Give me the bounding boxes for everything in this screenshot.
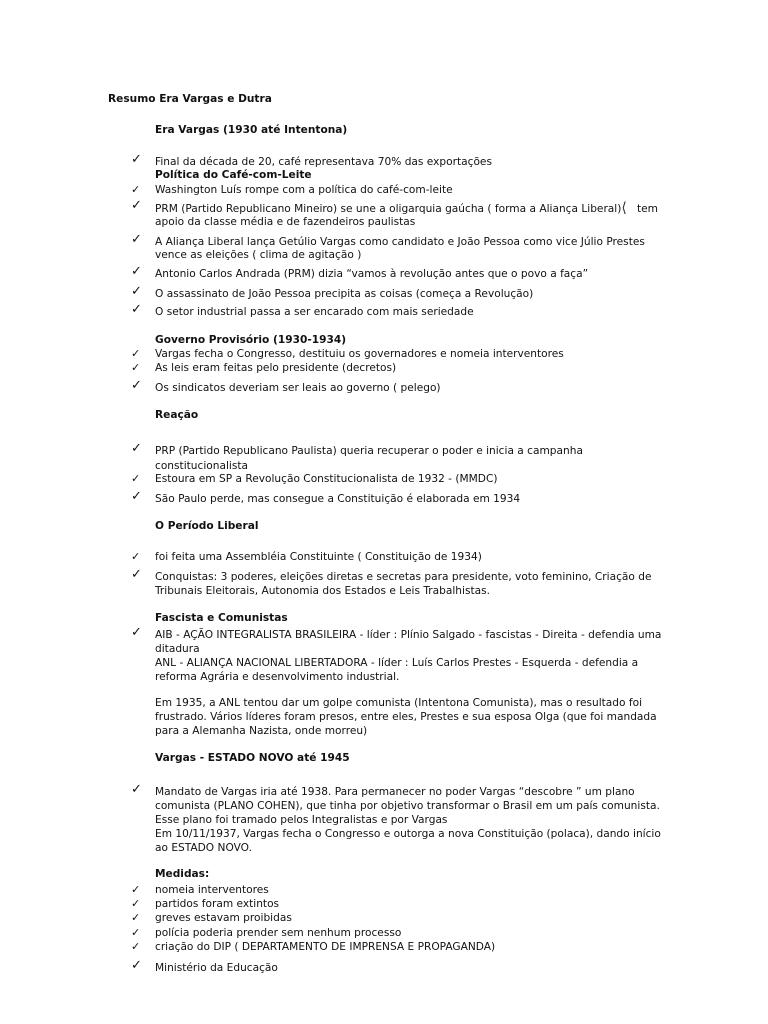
list-item-text: PRM (Partido Republicano Mineiro) se une a oligarquia gaúcha ( forma a Aliança Liberal) (155, 203, 622, 215)
text-line: reforma Agrária e desenvolvimento industrial. (155, 671, 400, 683)
check-icon: ✓ (131, 782, 142, 797)
check-icon: ✓ (131, 198, 142, 213)
section-heading-periodo-liberal: O Período Liberal (155, 520, 259, 532)
list-item: Antonio Carlos Andrada (PRM) dizia “vamos à revolução antes que o povo a faça” (155, 268, 589, 280)
check-icon: ✓ (131, 958, 142, 973)
list-item-continuation: Tribunais Eleitorais, Autonomia dos Estados e Leis Trabalhistas. (155, 585, 490, 597)
paragraph-line: para a Alemanha Nazista, onde morreu) (155, 725, 368, 737)
document-title: Resumo Era Vargas e Dutra (108, 93, 272, 105)
list-item: PRP (Partido Republicano Paulista) queria recuperar o poder e inicia a campanha (155, 445, 583, 457)
sub-heading-cafe-com-leite: Política do Café-com-Leite (155, 169, 312, 181)
check-icon: ✓ (131, 183, 141, 196)
list-item-continuation: constitucionalista (155, 460, 249, 472)
list-item: Washington Luís rompe com a política do café-com-leite (155, 184, 453, 196)
list-item: Ministério da Educação (155, 962, 278, 974)
section-heading-fascista-comunistas: Fascista e Comunistas (155, 612, 288, 624)
list-item: A Aliança Liberal lança Getúlio Vargas como candidato e João Pessoa como vice Júlio Prestes (155, 236, 645, 248)
list-item: Os sindicatos deveriam ser leais ao governo ( pelego) (155, 382, 441, 394)
text-line: ANL - ALIANÇA NACIONAL LIBERTADORA - líder : Luís Carlos Prestes - Esquerda - defendia a (155, 657, 639, 669)
section-heading-era-vargas: Era Vargas (1930 até Intentona) (155, 124, 348, 136)
list-item-continuation: ao ESTADO NOVO. (155, 842, 252, 854)
list-item: Estoura em SP a Revolução Constitucionalista de 1932 - (MMDC) (155, 473, 498, 485)
list-item: criação do DIP ( DEPARTAMENTO DE IMPRENSA E PROPAGANDA) (155, 941, 496, 953)
list-item: Vargas fecha o Congresso, destituiu os governadores e nomeia interventores (155, 348, 564, 360)
list-item: nomeia interventores (155, 884, 269, 896)
section-heading-estado-novo: Vargas - ESTADO NOVO até 1945 (155, 752, 350, 764)
list-item: O setor industrial passa a ser encarado com mais seriedade (155, 306, 474, 318)
paragraph-line: frustrado. Vários líderes foram presos, entre eles, Prestes e sua esposa Olga (que foi mandada (155, 711, 657, 723)
check-icon: ✓ (131, 284, 142, 299)
check-icon: ✓ (131, 472, 141, 485)
check-icon: ✓ (131, 567, 142, 582)
list-item: As leis eram feitas pelo presidente (decretos) (155, 362, 397, 374)
list-item: foi feita uma Assembléia Constituinte ( Constituição de 1934) (155, 551, 482, 563)
list-item: Final da década de 20, café representava 70% das exportações (155, 156, 492, 168)
list-item-continuation: Em 10/11/1937, Vargas fecha o Congresso e outorga a nova Constituição (polaca), dando início (155, 828, 661, 840)
list-item: AIB - AÇÃO INTEGRALISTA BRASILEIRA - líder : Plínio Salgado - fascistas - Direita - defendia uma (155, 629, 662, 641)
check-icon: ✓ (131, 441, 142, 456)
list-item-continuation: apoio da classe média e de fazendeiros paulistas (155, 216, 416, 228)
list-item-continuation: vence as eleições ( clima de agitação ) (155, 249, 362, 261)
list-item: partidos foram extintos (155, 898, 280, 910)
check-icon: ✓ (131, 361, 141, 374)
section-heading-governo-provisorio: Governo Provisório (1930-1934) (155, 334, 347, 346)
check-icon: ✓ (131, 883, 141, 896)
list-item-continuation: Esse plano foi tramado pelos Integralistas e por Vargas (155, 814, 448, 826)
list-item-continuation: ditadura (155, 643, 200, 655)
list-item: Conquistas: 3 poderes, eleições diretas e secretas para presidente, voto feminino, Criação de (155, 571, 652, 583)
check-icon: ✓ (131, 897, 141, 910)
list-item: São Paulo perde, mas consegue a Constituição é elaborada em 1934 (155, 493, 521, 505)
list-item: polícia poderia prender sem nenhum processo (155, 927, 402, 939)
check-icon: ✓ (131, 264, 142, 279)
list-item-continuation: comunista (PLANO COHEN), que tinha por objetivo transformar o Brasil em um país comunista. (155, 800, 660, 812)
check-icon: ✓ (131, 232, 142, 247)
list-item-tail: tem (636, 203, 658, 215)
check-icon: ✓ (131, 926, 141, 939)
check-icon: ✓ (131, 911, 141, 924)
paragraph-line: Em 1935, a ANL tentou dar um golpe comunista (Intentona Comunista), mas o resultado foi (155, 697, 643, 709)
check-icon: ✓ (131, 489, 142, 504)
bookmark-icon: ⟨ (621, 200, 627, 216)
check-icon: ✓ (131, 302, 142, 317)
check-icon: ✓ (131, 940, 141, 953)
check-icon: ✓ (131, 347, 141, 360)
check-icon: ✓ (131, 152, 142, 167)
check-icon: ✓ (131, 378, 142, 393)
list-item: greves estavam proibidas (155, 912, 292, 924)
section-heading-reacao: Reação (155, 409, 199, 421)
check-icon: ✓ (131, 625, 142, 640)
section-heading-medidas: Medidas: (155, 868, 210, 880)
check-icon: ✓ (131, 550, 141, 563)
list-item: Mandato de Vargas iria até 1938. Para permanecer no poder Vargas “descobre ” um plano (155, 786, 635, 798)
list-item: O assassinato de João Pessoa precipita as coisas (começa a Revolução) (155, 288, 534, 300)
